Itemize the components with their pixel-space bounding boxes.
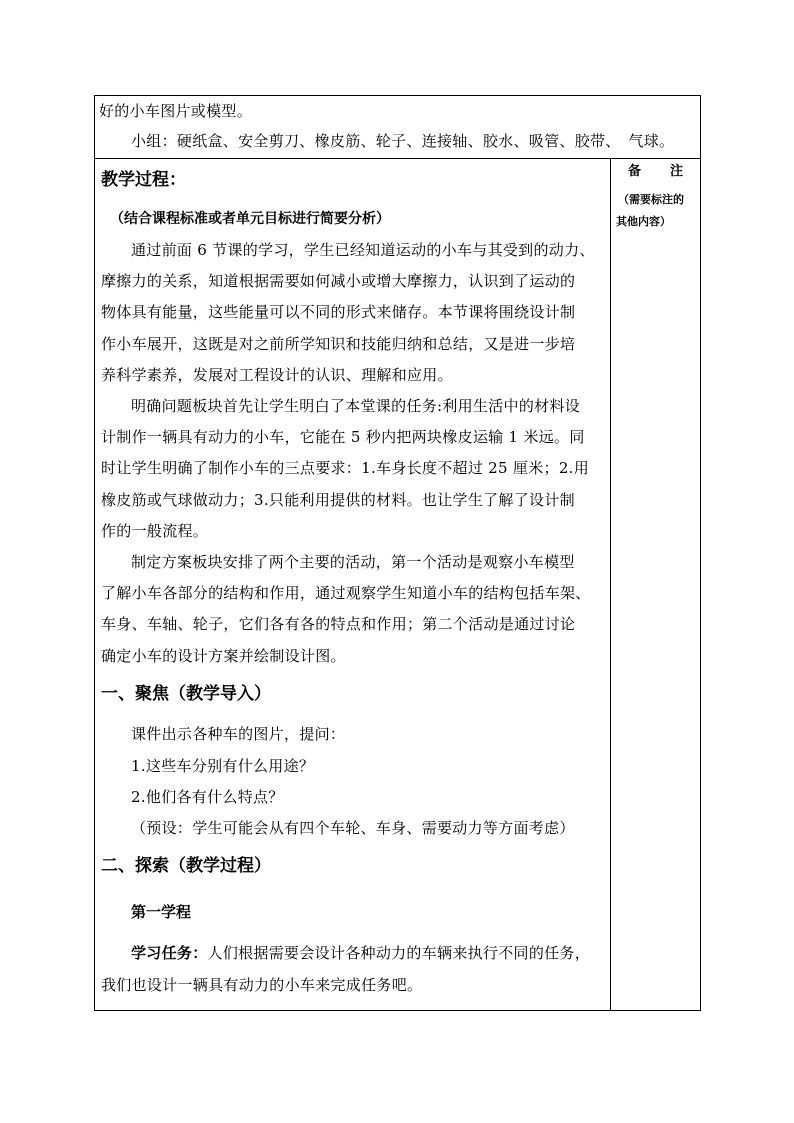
para2-line-3: 时让学生明确了制作小车的三点要求：1.车身长度不超过 25 厘米；2.用: [101, 459, 590, 477]
notes-subtitle-line-1: （需要标注的: [618, 193, 684, 206]
teaching-process-title: 教学过程：: [101, 170, 186, 190]
para3-line-3: 车身、车轴、轮子，它们各有各的特点和作用；第二个活动是通过讨论: [101, 615, 576, 633]
para2-line-2: 计制作一辆具有动力的小车，它能在 5 秒内把两块橡皮运输 1 米远。同: [101, 428, 585, 446]
top-row-line-2: 小组：硬纸盒、安全剪刀、橡皮筋、轮子、连接轴、胶水、吸管、胶带、 气球。: [131, 132, 675, 150]
section1-heading: 一、聚焦（教学导入）: [101, 684, 271, 704]
table-border-left: [94, 95, 95, 1011]
para1-line-5: 养科学素养，发展对工程设计的认识、理解和应用。: [101, 366, 453, 384]
para3-line-1: 制定方案板块安排了两个主要的活动，第一个活动是观察小车模型: [131, 553, 575, 571]
table-border-top: [94, 95, 701, 96]
section2-heading: 二、探索（教学过程）: [101, 856, 271, 876]
para3-line-2: 了解小车各部分的结构和作用，通过观察学生知道小车的结构包括车架、: [101, 584, 591, 602]
para1-line-4: 作小车展开，这既是对之前所学知识和技能归纳和总结，又是进一步培: [101, 335, 576, 353]
section2-task-line-2: 我们也设计一辆具有动力的小车来完成任务吧。: [101, 976, 423, 994]
section1-intro: 课件出示各种车的图片，提问：: [131, 725, 346, 743]
para1-line-3: 物体具有能量，这些能量可以不同的形式来储存。本节课将围绕设计制: [101, 303, 576, 321]
table-border-right: [700, 95, 701, 1011]
notes-subtitle-line-2: 其他内容）: [616, 215, 671, 228]
top-row-line-1: 好的小车图片或模型。: [99, 102, 253, 120]
para2-line-5: 作的一般流程。: [101, 522, 209, 540]
para1-line-2: 摩擦力的关系，知道根据需要如何减小或增大摩擦力，认识到了运动的: [101, 272, 576, 290]
task-text: 人们根据需要会设计各种动力的车辆来执行不同的任务，: [207, 944, 591, 962]
teaching-process-subtitle: （结合课程标准或者单元目标进行简要分析）: [110, 211, 390, 227]
section2-stage: 第一学程: [131, 903, 192, 921]
section1-preset: （预设：学生可能会从有四个车轮、车身、需要动力等方面考虑）: [131, 819, 575, 837]
table-column-divider: [610, 158, 611, 1011]
section1-question-1: 1.这些车分别有什么用途？: [131, 757, 315, 775]
para2-line-1: 明确问题板块首先让学生明白了本堂课的任务:利用生活中的材料设: [131, 397, 581, 415]
section1-question-2: 2.他们各有什么特点？: [131, 788, 284, 806]
para1-line-1: 通过前面 6 节课的学习，学生已经知道运动的小车与其受到的动力、: [131, 241, 595, 259]
notes-title: 备 注: [628, 164, 692, 179]
section2-task-line-1: [131, 943, 590, 963]
para3-line-4: 确定小车的设计方案并绘制设计图。: [101, 647, 346, 665]
para2-line-4: 橡皮筋或气球做动力；3.只能利用提供的材料。也让学生了解了设计制: [101, 491, 575, 509]
task-label: 学习任务：: [131, 944, 208, 962]
